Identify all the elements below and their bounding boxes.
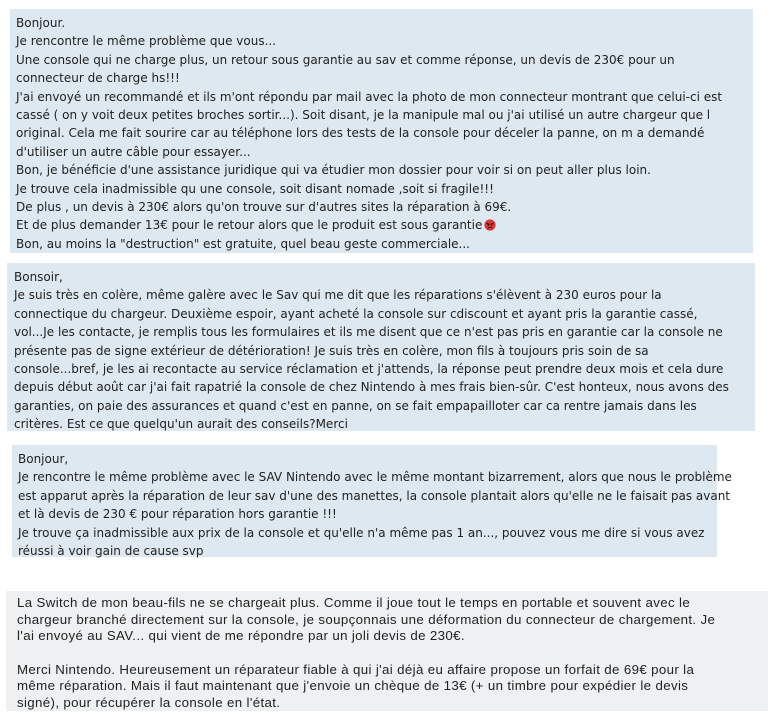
comment-3 [12, 445, 732, 559]
comment-line: Une console qui ne charge plus, un retour sous garantie au sav et comme réponse, un devis de 230€ pour un [16, 52, 675, 67]
comment-line: Bon, je bénéficie d'une assistance juridique qui va étudier mon dossier pour voir si on peut aller plus loin. [16, 163, 651, 178]
comment-line: signé), pour récupérer la console en l'état. [17, 694, 281, 710]
comment-line: Je trouve cela inadmissible qu une console, soit disant nomade ,soit si fragile!!! [16, 181, 494, 196]
comment-line: et là devis de 230 € pour réparation hors garantie !!! [18, 507, 337, 522]
comment-line: est apparut après la réparation de leur sav d'une des manettes, la console plantait alors qu'elle ne le faisait pas avant [18, 488, 731, 503]
comment-line: même réparation. Mais il faut maintenant que j'envoie un chèque de 13€ (+ un timbre pour expédier le devis [17, 678, 689, 694]
comment-line: chargeur branché directement sur la console, je soupçonnais une déformation du connecteur de chargement. Je [17, 611, 716, 627]
comment-line: Bon, au moins la "destruction" est gratuite, quel beau geste commerciale... [16, 236, 470, 251]
comment-line: De plus , un devis à 230€ alors qu'on trouve sur d'autres sites la réparation à 69€. [16, 200, 512, 215]
comment-line: Bonjour. [16, 16, 66, 30]
comment-line: Je rencontre le même problème que vous... [16, 34, 277, 49]
comment-line: réussi à voir gain de cause svp [18, 544, 204, 559]
comment-line: depuis début août car j'ai fait rapatrié la console de chez Nintendo à mes frais bien-sûr. C'est honteux, nous avons des [14, 380, 729, 395]
comment-line: connecteur de charge hs!!! [16, 71, 180, 86]
comment-line: original. Cela me fait sourire car au téléphone lors des tests de la console pour déceler la panne, on m a demandé [16, 126, 705, 141]
comment-line: présente pas de signe extérieur de détérioration! Je suis très en colère, mon fils à toujours pris soin de sa [14, 343, 649, 358]
angry-face-icon [484, 219, 496, 231]
comment-line: l'ai envoyé au SAV... qui vient de me répondre par un joli devis de 230€. [17, 628, 465, 644]
comment-line: J'ai envoyé un recommandé et ils m'ont répondu par mail avec la photo de mon connecteur montrant que celui-ci est [16, 89, 723, 104]
comment-2 [7, 263, 755, 431]
comment-line-with-emoji [16, 216, 753, 234]
comment-line: Bonsoir, [14, 270, 63, 284]
comment-line: garanties, on paie des assurances et quand c'est en panne, on se fait empapailloter car ca rentre jamais dans les [14, 398, 697, 413]
comment-line: d'utiliser un autre câble pour essayer... [16, 144, 251, 159]
comment-1 [10, 9, 753, 253]
comment-line: vol...Je les contacte, je remplis tous les formulaires et ils me disent que ce n'est pas pris en garantie car la console ne [14, 325, 723, 340]
comment-line: La Switch de mon beau-fils ne se chargeait plus. Comme il joue tout le temps en portable et souvent avec le [17, 595, 691, 610]
comment-line: critères. Est ce que quelqu'un aurait des conseils?Merci [14, 417, 348, 432]
comment-4 [6, 591, 768, 711]
comment-line-text: Et de plus demander 13€ pour le retour alors que le produit est sous garantie [16, 218, 483, 233]
comment-line: connectique du chargeur. Deuxième espoir, ayant acheté la console sur cdiscount et ayant pris la garantie cassé, [14, 306, 698, 321]
comment-line: Je suis très en colère, même galère avec le Sav qui me dit que les réparations s'élèvent à 230 euros pour la [14, 288, 662, 303]
comment-line: Merci Nintendo. Heureusement un réparateur fiable à qui j'ai déjà eu affaire propose un forfait de 69€ pour la [17, 661, 695, 677]
comment-line: Je trouve ça inadmissible aux prix de la console et qu'elle n'a même pas 1 an..., pouvez vous me dire si vous avez [18, 525, 705, 540]
comment-line: cassé ( on y voit deux petites broches sortir...). Soit disant, je la manipule mal ou j'ai utilisé un autre chargeur que l [16, 108, 711, 123]
comment-line: Bonjour, [18, 452, 69, 466]
comment-line: Je rencontre le même problème avec le SAV Nintendo avec le même montant bizarrement, alors que nous le problème [18, 470, 732, 485]
comment-line: console...bref, je les ai recontacte au service réclamation et j'attends, la réponse peut prendre deux mois et cela dure [14, 362, 724, 377]
